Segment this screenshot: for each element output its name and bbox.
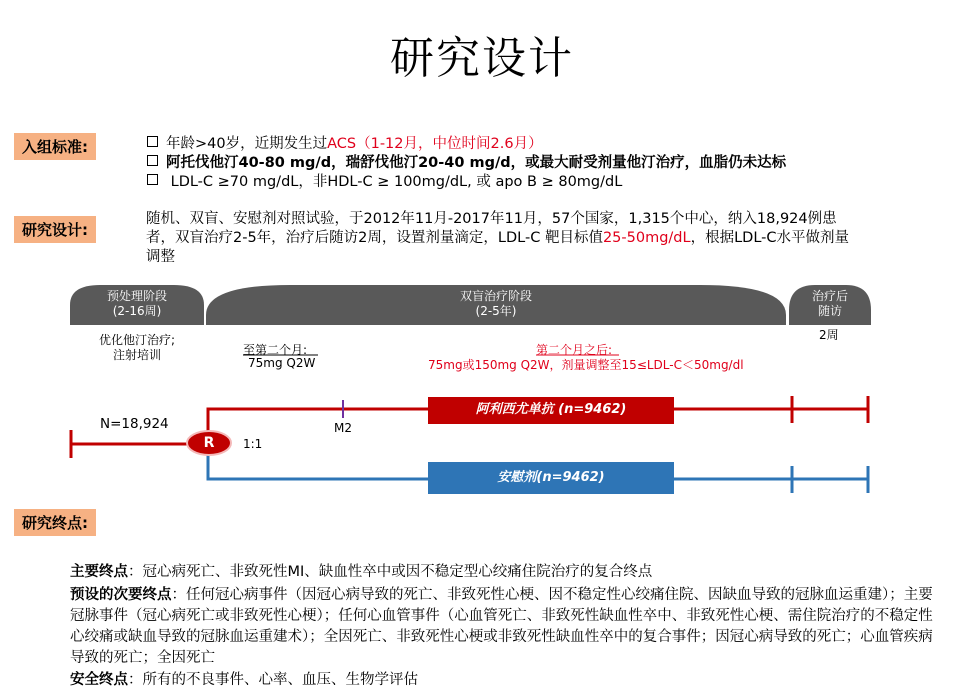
safety-endpoint-text: ：所有的不良事件、心率、血压、生物学评估 [128, 672, 418, 688]
until-month2-title: 至第二个月: [243, 343, 308, 357]
note-line: 优化他汀治疗; [98, 333, 176, 347]
design-text-end: ，根据LDL-C水平做剂量调整 [146, 230, 850, 265]
criterion-text: 阿托伐他汀40-80 mg/d，瑞舒伐他汀20-40 mg/d，或最大耐受剂量他汀治疗，血脂仍未达标 [166, 155, 787, 171]
total-n-label: N=18,924 [100, 416, 169, 432]
phase-name: 治疗后 [811, 289, 848, 303]
safety-endpoint [70, 670, 945, 691]
criterion-text: LDL-C ≥70 mg/dL，非HDL-C ≥ 100mg/dL, 或 apo B ≥ 80mg/dL [166, 174, 623, 190]
phase-duration: (2-5年) [475, 304, 517, 318]
after-month2-dose: 75mg或150mg Q2W，剂量调整至15≤LDL-C＜50mg/dl [428, 358, 744, 372]
after-month2-title: 第二个月之后: [536, 343, 613, 357]
placebo-arm-label: 安慰剂(n=9462) [497, 470, 605, 485]
ratio-label: 1:1 [243, 437, 263, 451]
criterion-text: 年龄>40岁，近期发生过 [166, 136, 328, 152]
drug-arm-label: 阿利西尤单抗 (n=9462) [475, 402, 627, 417]
phase-doubleblind-label [206, 289, 786, 319]
pretreatment-notes [70, 333, 204, 363]
followup-duration: 2周 [819, 328, 839, 342]
phase-followup-label [789, 289, 871, 319]
safety-endpoint-label: 安全终点 [70, 672, 128, 688]
secondary-endpoint-label: 预设的次要终点 [70, 587, 172, 603]
design-text: 随机、双盲、安慰剂对照试验，于2012年11月-2017年11月，57个国家，1,315个中心，纳入18,924例患者，双盲治疗2-5年，治疗后随访2周，设置剂量滴定，LDL-C 靶目标值 [146, 211, 837, 246]
primary-endpoint [70, 562, 945, 583]
secondary-endpoint [70, 585, 945, 669]
page-title: 研究设计 [390, 33, 574, 84]
phase-duration: (2-16周) [112, 304, 162, 318]
endpoints-label: 研究终点: [14, 509, 96, 536]
design-target-value: 25-50mg/dL [602, 230, 691, 246]
inclusion-label: 入组标准: [14, 133, 96, 160]
randomization-label: R [203, 435, 215, 451]
month2-label: M2 [334, 421, 352, 435]
until-month2-dose: 75mg Q2W [248, 356, 316, 370]
phase-name: 双盲治疗阶段 [459, 289, 532, 303]
primary-endpoint-label: 主要终点 [70, 564, 128, 580]
primary-endpoint-text: ：冠心病死亡、非致死性MI、缺血性卒中或因不稳定型心绞痛住院治疗的复合终点 [128, 564, 653, 580]
phase-name: 预处理阶段 [106, 289, 167, 303]
design-label: 研究设计: [14, 216, 96, 243]
secondary-endpoint-text: ：任何冠心病事件（因冠心病导致的死亡、非致死性心梗、因不稳定性心绞痛住院、因缺血导致的冠脉血运重建）；主要冠脉事件（冠心病死亡或非致死性心梗）；任何心血管事件（心血管死亡、非致死性缺血性卒中、非致死性心梗、需住院治疗的不稳定性心绞痛或缺血导致的冠脉血运重建术）；全因死亡、非致死性心梗或非致死性缺血性卒中的复合事件；因冠心病导致的死亡；心血管疾病导致的死亡；全因死亡 [70, 587, 933, 666]
criterion-highlight: ACS（1-12月，中位时间2.6月） [327, 136, 543, 152]
phase-pretreatment-label [70, 289, 204, 319]
phase-duration: 随访 [817, 304, 842, 318]
note-line: 注射培训 [112, 348, 161, 362]
